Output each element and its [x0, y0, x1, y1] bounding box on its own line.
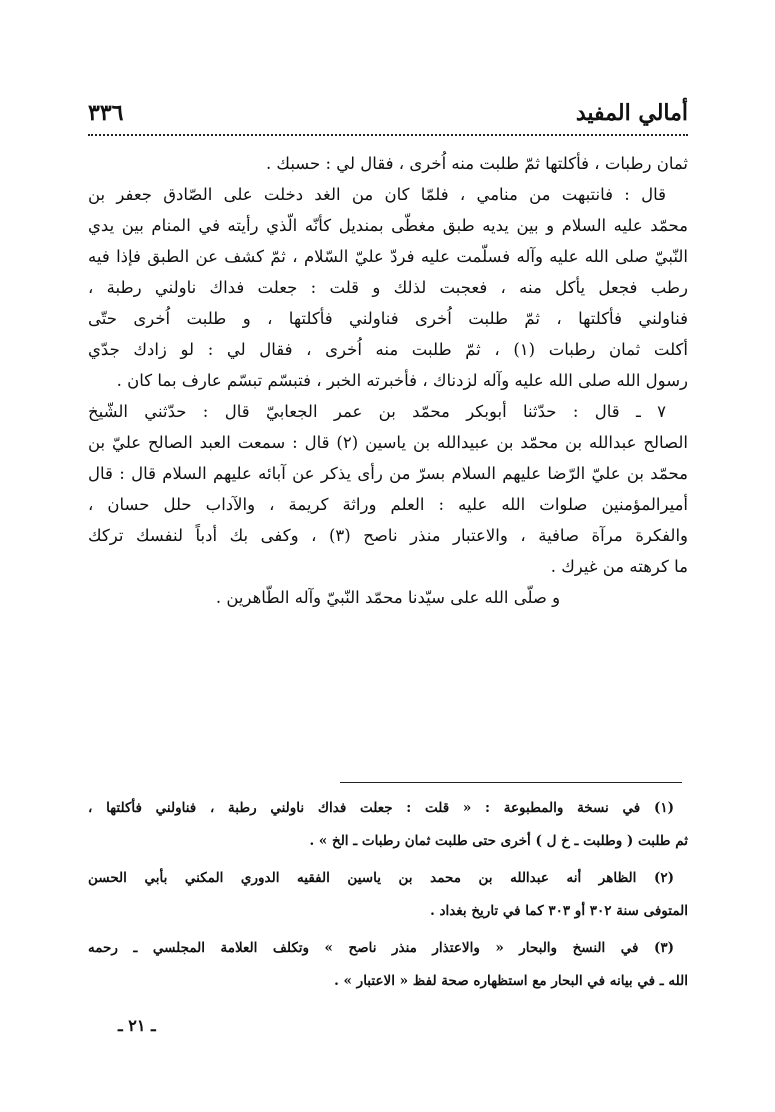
text-line: أميرالمؤمنين صلوات الله عليه : العلم وراثة كريمة ، والآداب حلل حسان ، [88, 495, 688, 514]
footnote-line: (٣) في النسخ والبحار « والاعتذار منذر ناصح » وتكلف العلامة المجلسي ـ رحمه [88, 940, 674, 956]
text-line: والفكرة مرآة صافية ، والاعتبار منذر ناصح (٣) ، وكفى بك أدباً لنفسك تركك [88, 526, 688, 545]
text-line: محمّد بن عليّ الرّضا عليهم السلام بسرّ من رأى يذكر عن آبائه عليهم السلام قال : قال [88, 464, 688, 483]
header-dotted-rule [88, 134, 688, 136]
text-line: فناولني فأكلتها ، ثمّ طلبت اُخرى فناولني فأكلتها ، و طلبت اُخرى حتّى [88, 309, 688, 328]
closing-line: و صلّى الله على سيّدنا محمّد النّبيّ وآله الطّاهرين . [215, 588, 561, 607]
book-title: أمالي المفيد [575, 100, 688, 126]
footnote-line: (٢) الظاهر أنه عبدالله بن محمد بن ياسين الفقيه الدوري المكني بأبي الحسن [88, 870, 674, 886]
footnote-separator [340, 782, 682, 783]
text-line: أكلت ثمان رطبات (١) ، ثمّ طلبت منه اُخرى ، فقال لي : لو زادك جدّي [88, 340, 688, 359]
footnote-line: الله ـ في بيانه في البحار مع استظهاره صحة لفظ « الاعتبار » . [334, 973, 688, 989]
text-line: رسول الله صلى الله عليه وآله لزدناك ، فأخبرته الخبر ، فتبسّم تبسّم عارف بما كان . [116, 371, 688, 390]
text-line: ٧ ـ قال : حدّثنا أبوبكر محمّد بن عمر الجعابيّ قال : حدّثني الشّيخ [88, 402, 666, 421]
text-line: محمّد عليه السلام و بين يديه طبق مغطّى بمنديل كأنّه الّذي رأيته في المنام بين يدي [88, 216, 688, 235]
text-line: رطب فجعل يأكل منه ، فعجبت لذلك و قلت : جعلت فداك ناولني رطبة ، [88, 278, 688, 297]
text-line: ما كرهته من غيرك . [550, 557, 688, 576]
footnote-line: (١) في نسخة والمطبوعة : « قلت : جعلت فداك ناولني رطبة ، فناولني فأكلتها ، [88, 800, 674, 816]
text-line: ثمان رطبات ، فأكلتها ثمّ طلبت منه اُخرى ، فقال لي : حسبك . [265, 154, 688, 173]
footnote-line: المتوفى سنة ٣٠٢ أو ٣٠٣ كما في تاريخ بغداد . [430, 903, 688, 919]
footnote-line: ثم طلبت ( وطلبت ـ خ ل ) أخرى حتى طلبت ثمان رطبات ـ الخ » . [309, 833, 688, 849]
footer-page-number: ـ ٢١ ـ [118, 1016, 156, 1035]
text-line: النّبيّ صلى الله عليه وآله فسلّمت عليه فردّ عليّ السّلام ، ثمّ كشف عن الطبق فإذا فيه [88, 247, 688, 266]
page-number: ٣٣٦ [88, 100, 124, 126]
text-line: قال : فانتبهت من منامي ، فلمّا كان من الغد دخلت على الصّادق جعفر بن [88, 185, 666, 204]
footnotes [88, 792, 688, 998]
text-line: الصالح عبدالله بن محمّد بن عبيدالله بن ياسين (٢) قال : سمعت العبد الصالح عليّ بن [88, 433, 688, 452]
main-text [88, 148, 688, 613]
page-header [88, 100, 688, 136]
